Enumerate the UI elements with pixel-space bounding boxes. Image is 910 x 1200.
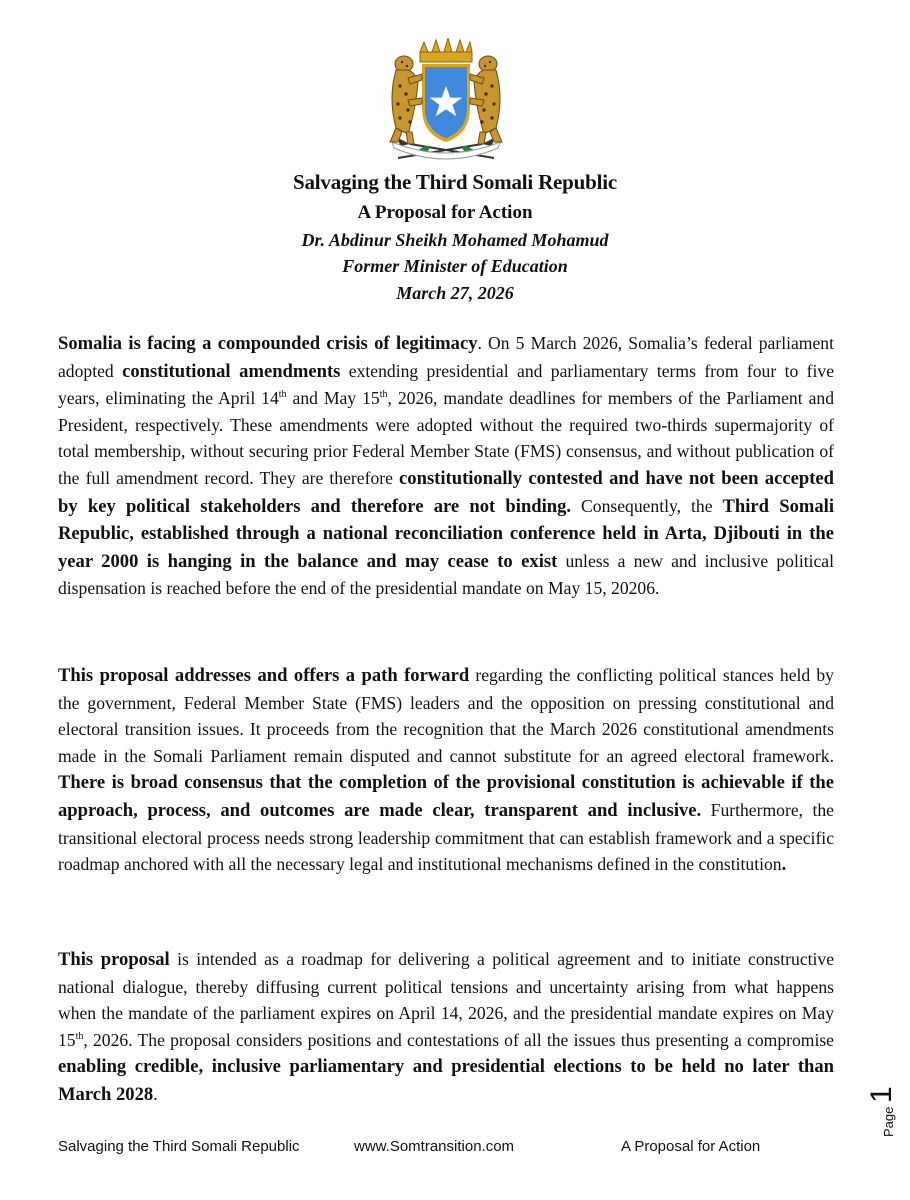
bold-text: There is broad consensus that the completion of the provisional constitution is achievable if the approach, process, and outcomes are made clear, transparent and inclusive. [58,772,834,821]
document-author: Dr. Abdinur Sheikh Mohamed Mohamud [301,230,609,250]
body-text: Consequently, the [571,495,723,516]
body-text: , 2026, mandate deadlines for members of the Parliament and President, respectively. These amendments were adopted without the required two-thirds supermajority of total membership, without securing prior Federal Member State (FMS) consensus, and without publication of the full amendment record. They are therefore [58,388,834,488]
author-role: Former Minister of Education [342,256,568,276]
bold-text: This proposal [58,949,170,970]
right-leopard [470,56,502,144]
paragraph-1 [58,330,834,602]
page-footer [58,1138,818,1162]
crown [420,38,472,62]
bold-text: Third Somali Republic, established through a national reconciliation conference held in Arta, Djibouti in the year 2000 is hanging in the balance and may cease to exist [58,495,834,572]
bold-text: Somalia is facing a compounded crisis of legitimacy [58,333,478,354]
body-text: . [153,1083,158,1104]
superscript-text: th [75,1030,84,1042]
body-text: is intended as a roadmap for delivering a political agreement and to initiate constructive national dialogue, thereby diffusing current political tensions and uncertainty arising from what happens when the mandate of the parliament expires on April 14, 2026, and the presidential mandate expires on May 15 [58,949,835,1050]
superscript-text: th [278,389,287,401]
body-text: regarding the conflicting political stances held by the government, Federal Member State (FMS) leaders and the opposition on pressing constitutional and electoral transition issues. It proceeds from the recognition that the March 2026 constitutional amendments made in the Somali Parliament remain disputed and cannot substitute for an agreed electoral framework. [58,665,834,766]
body-text: unless a new and inclusive political dispensation is reached before the end of the presidential mandate on May 15, 20206. [58,550,834,599]
page-label: Page [881,1106,896,1137]
page-number-block [851,1077,910,1137]
document-title: Salvaging the Third Somali Republic [292,170,618,194]
bold-text: . [781,854,787,876]
page-number: 1 [865,1086,898,1103]
bold-text: enabling credible, inclusive parliamentary and presidential elections to be held no later than March 2028 [58,1056,834,1105]
superscript-text: th [379,389,388,401]
paragraph-3 [58,946,834,1109]
document-subtitle: A Proposal for Action [357,202,533,223]
footer-website-link[interactable]: www.Somtransition.com [354,1138,515,1155]
body-text: extending presidential and parliamentary terms from four to five years, eliminating the April 14 [58,360,835,409]
bold-text: constitutionally contested and have not been accepted by key political stakeholders and therefore are not binding. [58,467,834,517]
coat-of-arms-emblem [362,38,530,166]
left-leopard [390,56,422,144]
bold-text: This proposal addresses and offers a path forward [58,665,470,686]
paragraph-2 [58,662,834,879]
body-text: and May 15 [286,388,380,409]
bold-text: constitutional amendments [122,360,341,382]
body-text: . On 5 March 2026, Somalia’s federal parliament adopted [58,333,834,381]
document-date: March 27, 2026 [396,283,514,303]
body-text: , 2026. The proposal considers positions and contestations of all the issues thus presenting a compromise [83,1029,834,1050]
body-text: Furthermore, the transitional electoral process needs strong leadership commitment that can establish framework and a specific roadmap anchored with all the necessary legal and institutional mechanisms defined in the constitution [58,799,834,875]
coat-of-arms-svg [362,38,530,166]
footer-subtitle: A Proposal for Action [621,1138,761,1155]
footer-title: Salvaging the Third Somali Republic [58,1138,300,1155]
